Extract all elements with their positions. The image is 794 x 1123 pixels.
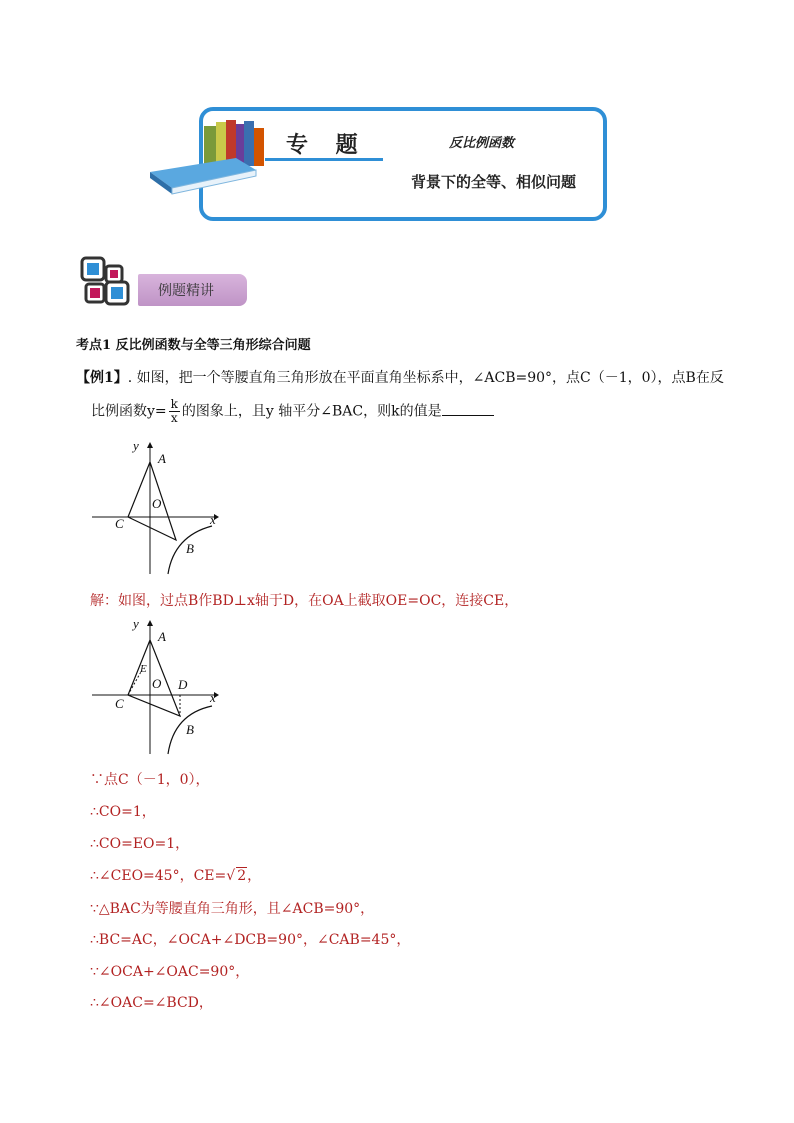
fig1-label-x: x [210, 512, 216, 527]
section-badge-label: 例题精讲 [158, 283, 214, 299]
fig1-label-o: O [152, 496, 162, 511]
section-heading: 考点1 反比例函数与全等三角形综合问题 [76, 338, 311, 353]
solution-intro: 解：如图，过点B作BD⊥x轴于D，在OA上截取OE=OC，连接CE， [90, 593, 519, 609]
fig2-label-o: O [152, 676, 162, 691]
answer-blank [442, 401, 494, 416]
fig2-label-d: D [178, 677, 188, 692]
fig2-label-c: C [115, 696, 124, 711]
banner-subtitle-1: 反比例函数 [449, 136, 515, 151]
fig1-label-b: B [186, 541, 194, 556]
fraction [169, 398, 180, 425]
fig1-label-y: y [133, 438, 139, 453]
solution-step-3: ∴CO=EO=1， [90, 836, 190, 852]
fig1-label-c: C [115, 516, 124, 531]
solution-step-4 [90, 865, 261, 885]
example-line-2 [91, 398, 494, 425]
solution-step-2: ∴CO=1， [90, 804, 156, 820]
fraction-numerator: k [170, 397, 178, 411]
example-text-1: . 如图，把一个等腰直角三角形放在平面直角坐标系中，∠ACB=90°，点C（－1，0），点B在反 [127, 370, 724, 386]
solution-step-5: ∵△BAC为等腰直角三角形，且∠ACB=90°， [90, 901, 375, 917]
example-line-1 [76, 368, 724, 388]
fig2-label-b: B [186, 722, 194, 737]
example-text-2a: 比例函数y= [91, 403, 167, 420]
example-text-2b: 的图象上，且y 轴平分∠BAC，则k的值是 [181, 403, 442, 420]
example-prefix: 【例1】 [76, 370, 128, 386]
banner-subtitle-2: 背景下的全等、相似问题 [411, 173, 577, 191]
solution-step-8: ∴∠OAC=∠BCD， [90, 995, 213, 1011]
fraction-denominator: x [170, 411, 178, 425]
solution-step-4-text: ∴∠CEO=45°，CE= [90, 868, 227, 884]
books-icon [146, 118, 276, 196]
sqrt-sign: √ [226, 868, 236, 884]
solution-step-1: ∵点C（－1，0）， [90, 772, 210, 788]
banner-title: 专 题 [286, 132, 368, 158]
fig1-label-a: A [158, 451, 166, 466]
solution-step-6: ∴BC=AC，∠OCA+∠DCB=90°，∠CAB=45°， [90, 932, 411, 948]
fig2-label-y: y [133, 616, 139, 631]
figure-2 [88, 614, 228, 756]
fig2-label-a: A [158, 629, 166, 644]
section-badge [138, 274, 247, 306]
sqrt-radicand: 2 [237, 868, 247, 884]
figure-1 [88, 436, 228, 576]
sqrt-suffix: ， [247, 868, 262, 884]
fig2-label-e: E [140, 663, 147, 675]
squares-icon [78, 256, 134, 308]
solution-step-7: ∵∠OCA+∠OAC=90°， [90, 964, 250, 980]
fig2-label-x: x [210, 690, 216, 705]
